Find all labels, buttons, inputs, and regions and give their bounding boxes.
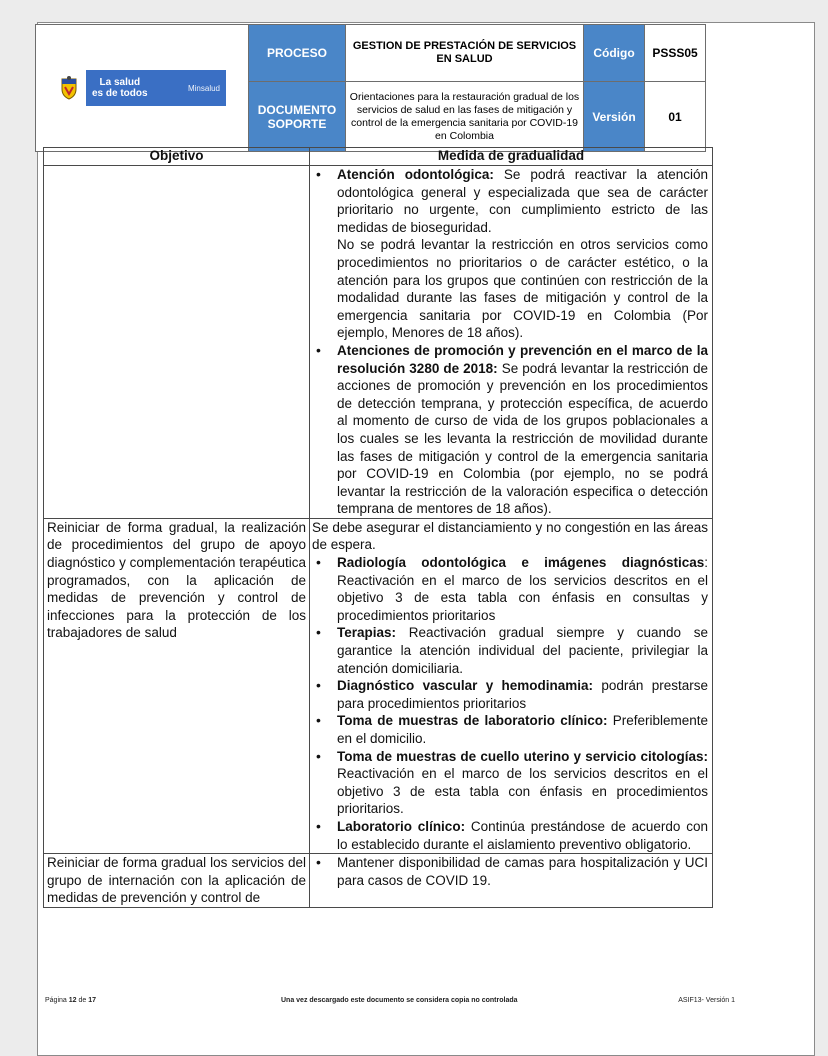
list-item (312, 748, 708, 818)
table-row (44, 518, 713, 853)
item-title: Toma de muestras de laboratorio clínico: (337, 713, 608, 729)
slogan-line-2: es de todos (92, 88, 148, 99)
header-medida: Medida de gradualidad (310, 148, 713, 166)
proceso-value: GESTION DE PRESTACIÓN DE SERVICIOS EN SALUD (346, 25, 584, 82)
page-current: 12 (68, 997, 77, 1004)
logo-bar (86, 70, 226, 106)
list-item (312, 712, 708, 747)
proceso-label: PROCESO (249, 25, 346, 82)
documento-label-line-1: DOCUMENTO (257, 102, 337, 117)
header-objetivo: Objetivo (44, 148, 310, 166)
gradualidad-table (43, 147, 713, 908)
list-item (312, 677, 708, 712)
objective-cell: Reiniciar de forma gradual, la realización de procedimientos del grupo de apoyo diagnóstico y complementación terapéutica programados, con la aplicación de medidas de prevención y control de infecciones para la protección de los trabajadores de salud (44, 518, 310, 853)
item-text: Reactivación en el marco de los servicios descritos en el objetivo 3 de esta tabla con énfasis en procedimientos prioritarios. (337, 766, 708, 817)
item-text: podrán prestarse para procedimientos prioritarios (337, 678, 709, 711)
slogan-line-1: La salud (99, 77, 141, 88)
measure-cell (310, 854, 713, 908)
list-item (312, 624, 708, 677)
list-item: • Mantener disponibilidad de camas para hospitalización y UCI para casos de COVID 19. (312, 854, 708, 889)
item-title: Diagnóstico vascular y hemodinamia: (337, 678, 594, 694)
table-row (44, 166, 713, 519)
table-row (44, 854, 713, 908)
documento-label-line-2: SOPORTE (267, 116, 327, 131)
item-title: Atención odontológica: (337, 167, 494, 182)
list-item (312, 342, 708, 518)
page-number (45, 997, 96, 1004)
version-label: Versión (584, 82, 645, 152)
page-total: 17 (88, 997, 97, 1004)
item-title: Laboratorio clínico: (337, 818, 466, 834)
uncontrolled-copy-notice: Una vez descargado este documento se considera copia no controlada (281, 997, 518, 1004)
colombia-shield-icon (58, 75, 80, 101)
page-sep: de (76, 997, 89, 1004)
codigo-value: PSSS05 (645, 25, 706, 82)
logo-cell (36, 25, 249, 152)
documento-label (249, 82, 346, 152)
objective-cell (44, 166, 310, 519)
document-header-table (35, 24, 706, 152)
codigo-label: Código (584, 25, 645, 82)
version-value: 01 (645, 82, 706, 152)
item-text: No se podrá levantar la restricción en otros servicios como procedimientos no prioritarios o de carácter estético, o la atención para los grupos que continúen con restricción de la modalidad durante las fases de mitigación y control de la emergencia sanitaria por COVID-19 en Colombia (Por ejemplo, Menores de 18 años). (337, 237, 708, 341)
list-item (312, 554, 708, 624)
item-text: Preferiblemente en el domicilio. (337, 713, 708, 746)
measure-cell (310, 166, 713, 519)
objective-cell: Reiniciar de forma gradual los servicios del grupo de internación con la aplicación de medidas de prevención y control de (44, 854, 310, 908)
ministry-logo (36, 70, 248, 106)
measure-intro: Se debe asegurar el distanciamiento y no congestión en las áreas de espera. (312, 519, 708, 553)
logo-slogan (92, 77, 148, 99)
item-title: Radiología odontológica e imágenes diagnósticas (337, 555, 705, 571)
item-title: Atenciones de promoción y prevención en el marco de la resolución 3280 de 2018: (337, 342, 708, 376)
list-item (312, 818, 708, 853)
measure-cell (310, 518, 713, 853)
item-text: Continúa prestándose de acuerdo con lo establecido durante el aislamiento preventivo obligatorio. (337, 818, 708, 852)
item-text: Se podrá reactivar la atención odontológica general y especializada que sea de carácter prioritario no urgente, con cumplimiento estricto de las medidas de bioseguridad. (337, 167, 708, 235)
format-code: ASIF13- Versión 1 (678, 997, 735, 1004)
item-text: : Reactivación en el marco de los servicios descritos en el objetivo 3 de esta tabla con énfasis en consultas y procedimientos prioritarios (337, 555, 708, 623)
item-text: Reactivación gradual siempre y cuando se garantice la atención individual del paciente, privilegiar la atención domiciliaria. (337, 625, 708, 676)
list-item (312, 166, 708, 342)
item-title: Terapias: (337, 625, 397, 641)
page-prefix: Página (45, 997, 69, 1004)
item-text: Se podrá levantar la restricción de acciones de promoción y prevención en los procedimientos de detección temprana, y protección específica, de acuerdo al momento de curso de vida de los grupos poblacionales a los cuales se les levanta la restricción de movilidad durante las fases de mitigación y control de la emergencia sanitaria por COVID-19 en Colombia (por ejemplo, no se podrá levantar la restricción de la valoración especifica o detección temprana de mentores de 18 años). (337, 360, 708, 517)
ministry-name: Minsalud (187, 83, 220, 93)
item-title: Toma de muestras de cuello uterino y servicio citologías: (337, 748, 708, 764)
documento-value: Orientaciones para la restauración gradual de los servicios de salud en las fases de mitigación y control de la emergencia sanitaria por COVID-19 en Colombia (346, 82, 584, 152)
